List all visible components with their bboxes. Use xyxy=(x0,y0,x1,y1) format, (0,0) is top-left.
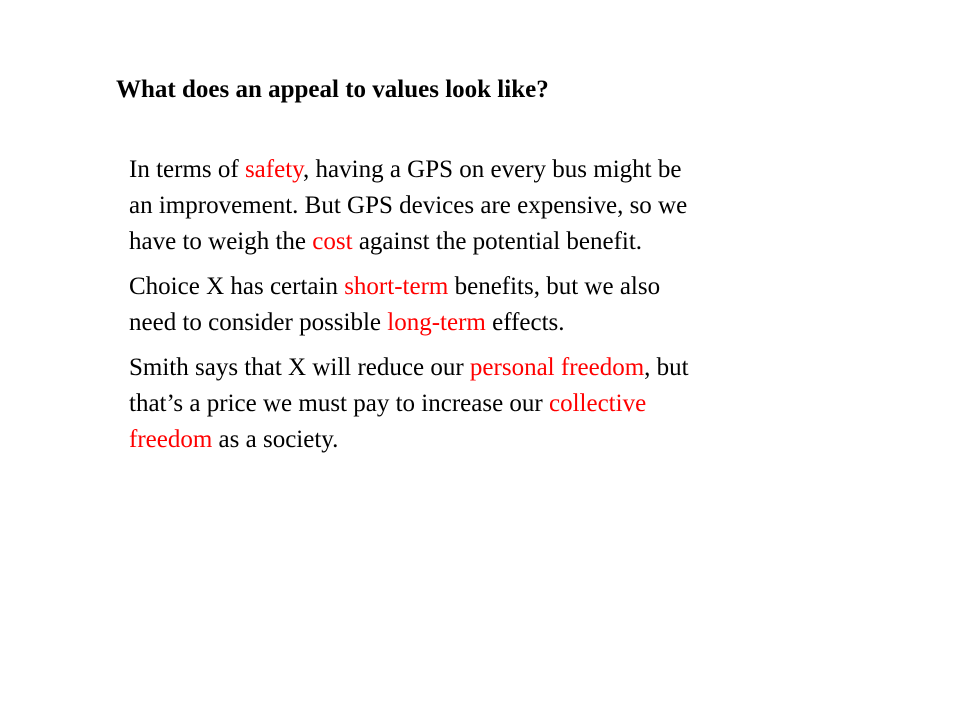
highlighted-term: short-term xyxy=(344,273,449,300)
body-text-run: , but xyxy=(644,354,689,381)
body-paragraph xyxy=(129,152,829,260)
body-text-run: have to weigh the xyxy=(129,228,313,255)
body-text-run: against the potential benefit. xyxy=(352,228,643,255)
slide-body xyxy=(129,152,829,467)
body-text-run: In terms of xyxy=(129,156,245,183)
body-text-run: an improvement. But GPS devices are expensive, so we xyxy=(129,192,688,219)
body-text-run: Choice X has certain xyxy=(129,273,345,300)
body-text-run: effects. xyxy=(485,309,565,336)
highlighted-term: collective xyxy=(549,390,647,417)
highlighted-term: freedom xyxy=(129,426,213,453)
body-text-run: benefits, but we also xyxy=(448,273,661,300)
body-paragraph xyxy=(129,350,829,458)
body-text-run: need to consider possible xyxy=(129,309,388,336)
body-text-run: as a society. xyxy=(212,426,339,453)
highlighted-term: personal freedom xyxy=(469,354,645,381)
highlighted-term: cost xyxy=(312,228,353,255)
highlighted-term: long-term xyxy=(387,309,486,336)
highlighted-term: safety xyxy=(244,156,304,183)
body-text-run: , having a GPS on every bus might be xyxy=(303,156,682,183)
body-paragraph xyxy=(129,269,829,341)
slide-title: What does an appeal to values look like? xyxy=(116,76,549,103)
body-text-run: that’s a price we must pay to increase our xyxy=(129,390,549,417)
body-text-run: Smith says that X will reduce our xyxy=(129,354,470,381)
